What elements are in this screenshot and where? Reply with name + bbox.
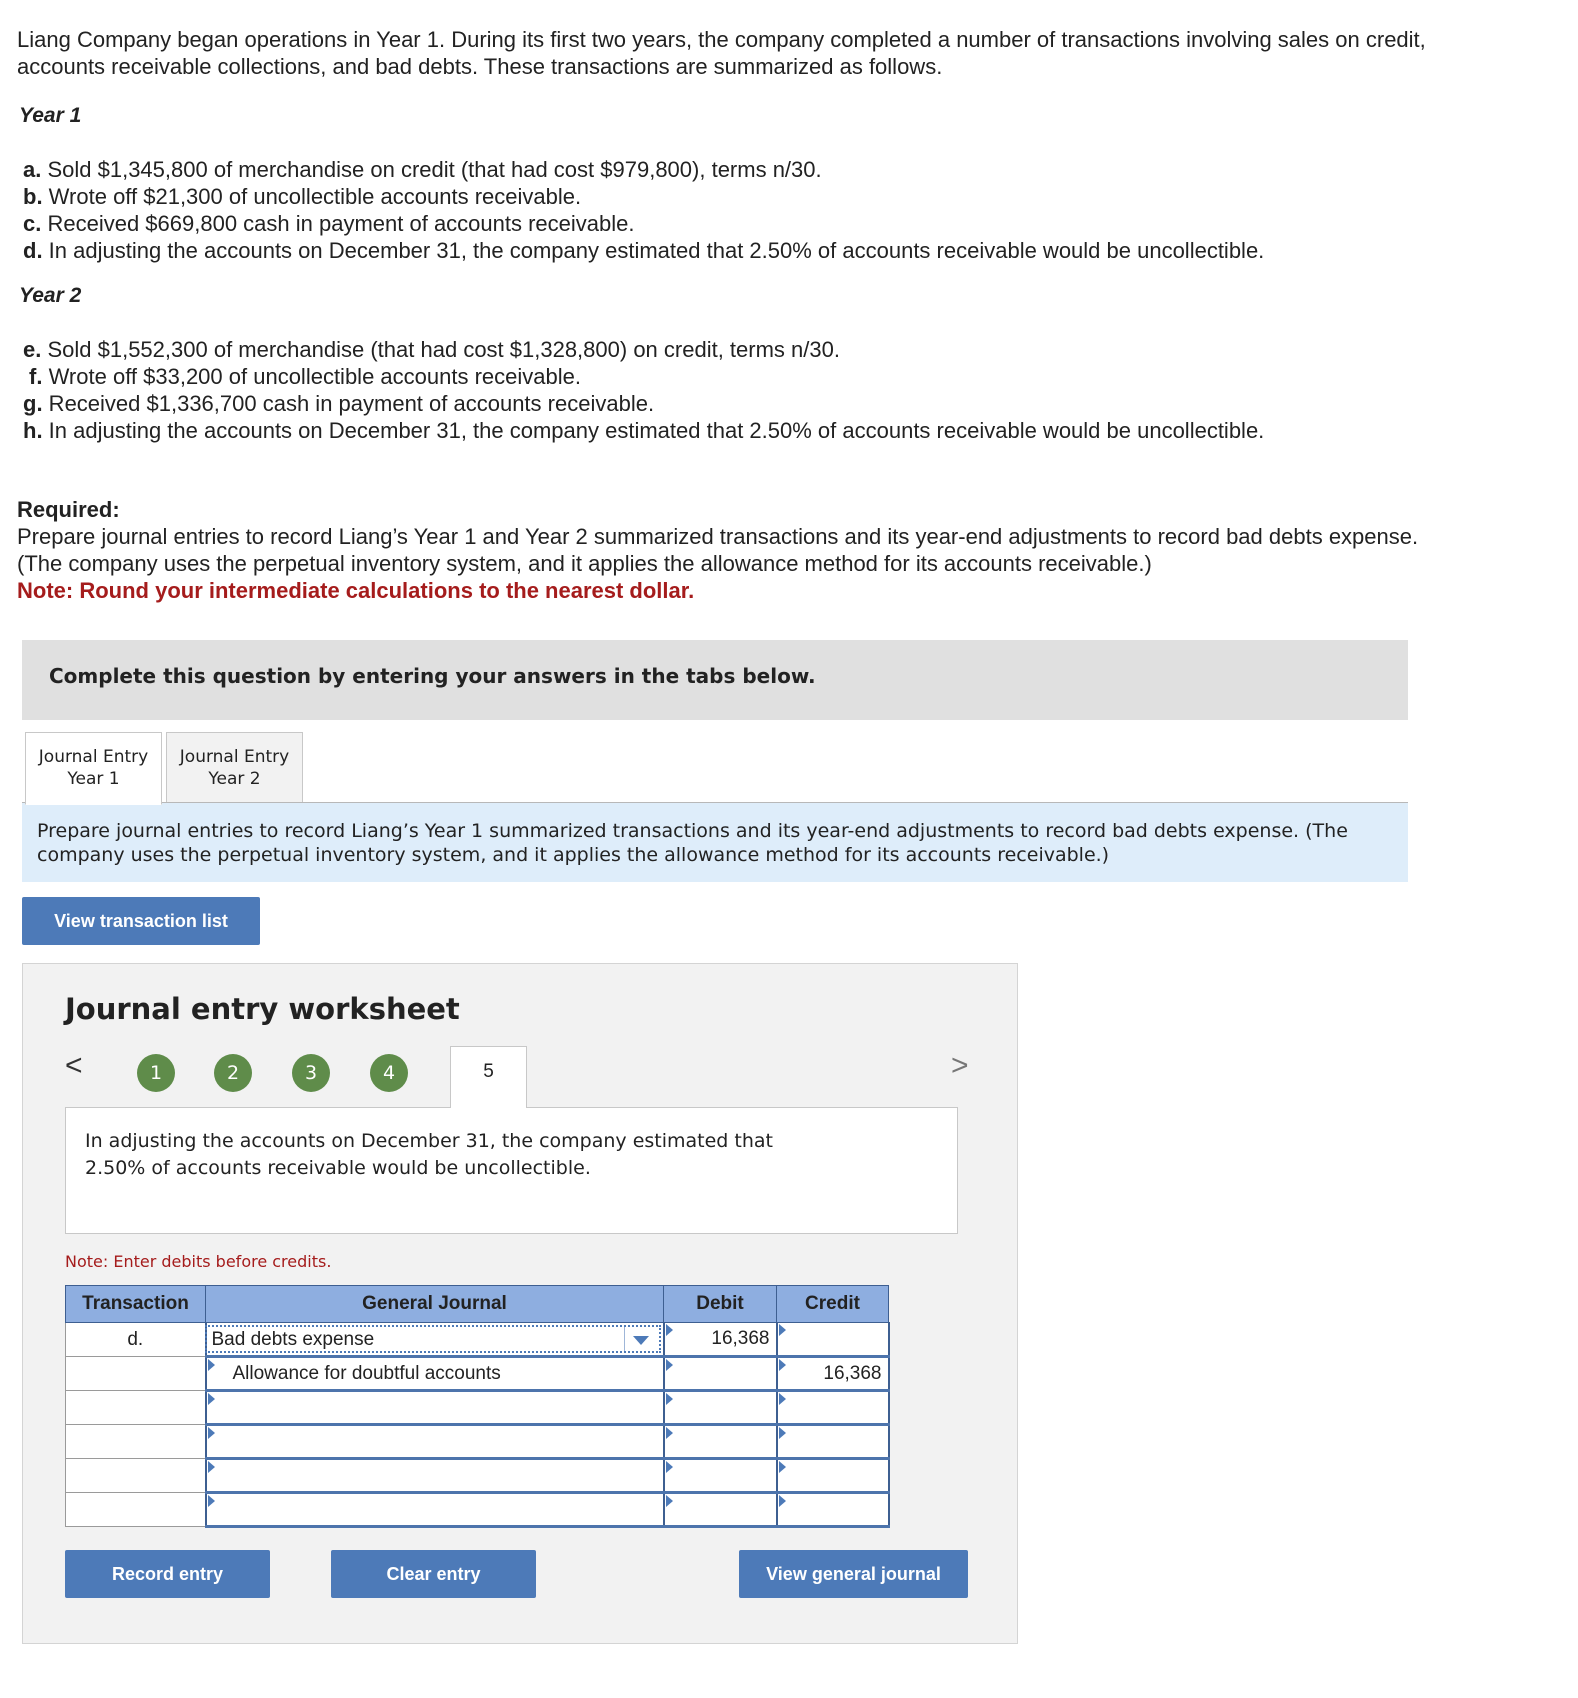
- record-entry-button[interactable]: Record entry: [65, 1550, 270, 1598]
- account-select[interactable]: [206, 1391, 664, 1425]
- debits-note: Note: Enter debits before credits.: [65, 1252, 332, 1271]
- list-item: h. In adjusting the accounts on December 31, the company estimated that 2.50% of accounts receivable would be uncollectible.: [23, 418, 1265, 443]
- step-2[interactable]: 2: [214, 1054, 252, 1092]
- view-general-journal-button[interactable]: View general journal: [739, 1550, 968, 1598]
- account-select[interactable]: Bad debts expense: [206, 1323, 664, 1357]
- next-arrow-icon[interactable]: >: [951, 1049, 969, 1082]
- view-transaction-list-button[interactable]: View transaction list: [22, 897, 260, 945]
- required-note: Note: Round your intermediate calculations to the nearest dollar.: [17, 578, 695, 603]
- table-row: [66, 1391, 889, 1425]
- list-item: f. Wrote off $33,200 of uncollectible accounts receivable.: [29, 364, 581, 389]
- col-header-transaction: Transaction: [66, 1286, 206, 1323]
- debit-input[interactable]: [664, 1357, 777, 1391]
- table-row: [66, 1425, 889, 1459]
- credit-input[interactable]: [777, 1493, 889, 1527]
- journal-table: [65, 1285, 890, 1528]
- step-5-current[interactable]: 5: [450, 1046, 527, 1108]
- transaction-cell: [66, 1493, 206, 1527]
- tab-journal-entry-year2[interactable]: Journal Entry Year 2: [166, 732, 303, 804]
- step-1[interactable]: 1: [137, 1054, 175, 1092]
- account-select[interactable]: [206, 1459, 664, 1493]
- debit-input[interactable]: [664, 1459, 777, 1493]
- step-3[interactable]: 3: [292, 1054, 330, 1092]
- debit-input[interactable]: [664, 1493, 777, 1527]
- year1-heading: Year 1: [19, 104, 82, 127]
- year2-list: [23, 336, 1264, 444]
- transaction-cell: d.: [66, 1323, 206, 1357]
- dropdown-arrow-icon[interactable]: [633, 1336, 649, 1345]
- col-header-credit: Credit: [777, 1286, 889, 1323]
- list-item: d. In adjusting the accounts on December 31, the company estimated that 2.50% of accounts receivable would be uncollectible.: [23, 238, 1265, 263]
- transaction-description: In adjusting the accounts on December 31, the company estimated that 2.50% of accounts receivable would be uncollectible.: [65, 1107, 958, 1234]
- credit-input[interactable]: [777, 1391, 889, 1425]
- required-text: Prepare journal entries to record Liang’s Year 1 and Year 2 summarized transactions and its year-end adjustments to record bad debts expense. (The company uses the perpetual inventory system, and it applies the allowance method for its accounts receivable.): [17, 524, 1419, 576]
- worksheet-title: Journal entry worksheet: [65, 992, 460, 1026]
- list-item: e. Sold $1,552,300 of merchandise (that had cost $1,328,800) on credit, terms n/30.: [23, 337, 840, 362]
- tab-journal-entry-year1[interactable]: Journal Entry Year 1: [25, 732, 162, 805]
- tab-bar: [22, 732, 1408, 804]
- list-item: g. Received $1,336,700 cash in payment of accounts receivable.: [23, 391, 655, 416]
- instruction-text: Complete this question by entering your answers in the tabs below.: [49, 664, 816, 688]
- account-select[interactable]: Allowance for doubtful accounts: [206, 1357, 664, 1391]
- year1-list: [23, 156, 1264, 264]
- debit-input[interactable]: [664, 1425, 777, 1459]
- debit-input[interactable]: 16,368: [664, 1323, 777, 1357]
- account-select[interactable]: [206, 1493, 664, 1527]
- clear-entry-button[interactable]: Clear entry: [331, 1550, 536, 1598]
- step-4[interactable]: 4: [370, 1054, 408, 1092]
- transaction-cell: [66, 1391, 206, 1425]
- col-header-general-journal: General Journal: [206, 1286, 664, 1323]
- intro-text: Liang Company began operations in Year 1. During its first two years, the company completed a number of transactions involving sales on credit, accounts receivable collections, and bad debts. These transactions are summarized as follows.: [17, 27, 1426, 79]
- instruction-banner: [22, 640, 1408, 720]
- tab-prompt: Prepare journal entries to record Liang’s Year 1 summarized transactions and its year-end adjustments to record bad debts expense. (The company uses the perpetual inventory system, and it applies the allowance method for its accounts receivable.): [22, 803, 1408, 882]
- table-row: [66, 1323, 889, 1357]
- col-header-debit: Debit: [664, 1286, 777, 1323]
- required-section: [17, 496, 1457, 604]
- prev-arrow-icon[interactable]: <: [65, 1049, 83, 1082]
- list-item: c. Received $669,800 cash in payment of accounts receivable.: [23, 211, 635, 236]
- credit-input[interactable]: [777, 1459, 889, 1493]
- year2-heading: Year 2: [19, 284, 82, 307]
- transaction-cell: [66, 1459, 206, 1493]
- table-row: [66, 1357, 889, 1391]
- debit-input[interactable]: [664, 1391, 777, 1425]
- credit-input[interactable]: 16,368: [777, 1357, 889, 1391]
- list-item: b. Wrote off $21,300 of uncollectible accounts receivable.: [23, 184, 582, 209]
- credit-input[interactable]: [777, 1425, 889, 1459]
- journal-entry-worksheet: [22, 963, 1018, 1644]
- table-row: [66, 1459, 889, 1493]
- account-select[interactable]: [206, 1425, 664, 1459]
- transaction-cell: [66, 1357, 206, 1391]
- required-title: Required:: [17, 497, 120, 522]
- table-row: [66, 1493, 889, 1527]
- list-item: a. Sold $1,345,800 of merchandise on credit (that had cost $979,800), terms n/30.: [23, 157, 822, 182]
- transaction-cell: [66, 1425, 206, 1459]
- credit-input[interactable]: [777, 1323, 889, 1357]
